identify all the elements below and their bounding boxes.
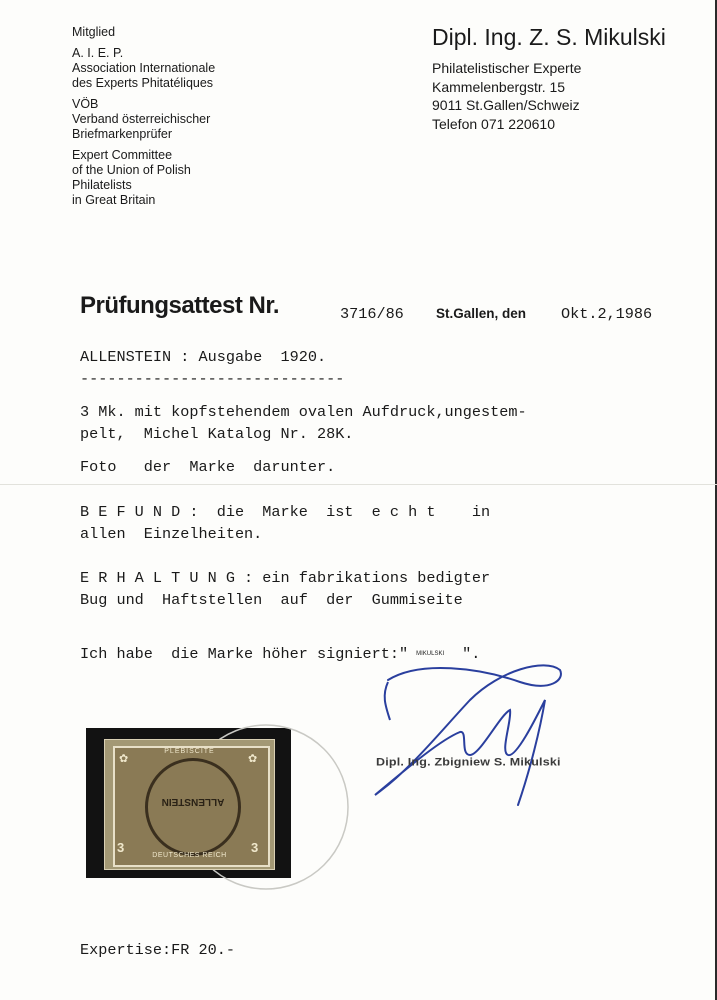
issue-rule: -----------------------------	[80, 370, 345, 388]
fold-line	[0, 484, 717, 485]
expert-street: Kammelenbergstr. 15	[432, 78, 566, 95]
member-label: Mitglied	[72, 25, 116, 39]
description-line1: 3 Mk. mit kopfstehendem ovalen Aufdruck,ungestem-	[80, 403, 527, 421]
voeb-label: VÖB	[72, 97, 99, 111]
polish-line1: Expert Committee	[72, 148, 173, 162]
stamp-value-right: 3	[251, 840, 259, 855]
stamp-rosette-right-icon: ✿	[248, 753, 258, 765]
certificate-title: Prüfungsattest Nr.	[80, 292, 280, 319]
signature-stamp-name: Dipl. Ing. Zbigniew S. Mikulski	[376, 755, 561, 769]
photo-line: Foto der Marke darunter.	[80, 458, 336, 476]
certificate-number: 3716/86	[340, 305, 404, 323]
left-header	[72, 25, 215, 208]
stamp	[104, 739, 275, 870]
signature-scribble	[360, 660, 590, 810]
issue-line: ALLENSTEIN : Ausgabe 1920.	[80, 348, 327, 366]
voeb-line2: Briefmarkenprüfer	[72, 127, 173, 141]
aiep-line2: des Experts Phitatéliques	[72, 76, 214, 90]
polish-line2: of the Union of Polish	[72, 163, 191, 177]
stamp-oval-overprint	[145, 758, 241, 856]
stamp-overprint-text: ALLENSTEIN	[161, 796, 225, 807]
description-line2: pelt, Michel Katalog Nr. 28K.	[80, 425, 354, 443]
signature-loop	[385, 682, 390, 720]
expertise-fee: Expertise:FR 20.-	[80, 941, 235, 959]
polish-line3: Philatelists	[72, 178, 132, 192]
aiep-label: A. I. E. P.	[72, 46, 124, 60]
expert-name: Dipl. Ing. Z. S. Mikulski	[432, 24, 666, 50]
expert-role: Philatelistischer Experte	[432, 60, 582, 76]
erhaltung-line2: Bug und Haftstellen auf der Gummiseite	[80, 591, 463, 609]
stamp-rosette-left-icon: ✿	[119, 753, 129, 765]
expert-phone: Telefon 071 220610	[432, 115, 555, 132]
right-header	[432, 23, 666, 133]
stamp-bottom-text: DEUTSCHES REICH	[152, 852, 227, 859]
certificate-date: Okt.2,1986	[561, 305, 653, 323]
befund-line2: allen Einzelheiten.	[80, 525, 263, 543]
signed-mark: MIKULSKI	[416, 650, 445, 657]
aiep-line1: Association Internationale	[72, 61, 216, 75]
voeb-line1: Verband österreichischer	[72, 112, 211, 126]
stamp-value-left: 3	[117, 840, 125, 855]
stamp-top-text: PLÉBISCITE	[164, 748, 215, 755]
erhaltung-line1: E R H A L T U N G : ein fabrikations bedigter	[80, 569, 491, 587]
polish-line4: in Great Britain	[72, 193, 156, 207]
befund-line1: B E F U N D : die Marke ist e c h t in	[80, 503, 491, 521]
signed-prefix: Ich habe die Marke höher signiert:"	[80, 645, 409, 663]
expert-city: 9011 St.Gallen/Schweiz	[432, 97, 580, 113]
signed-suffix: ".	[462, 645, 481, 663]
signature-stroke	[375, 665, 561, 805]
certificate-place: St.Gallen, den	[436, 306, 527, 321]
